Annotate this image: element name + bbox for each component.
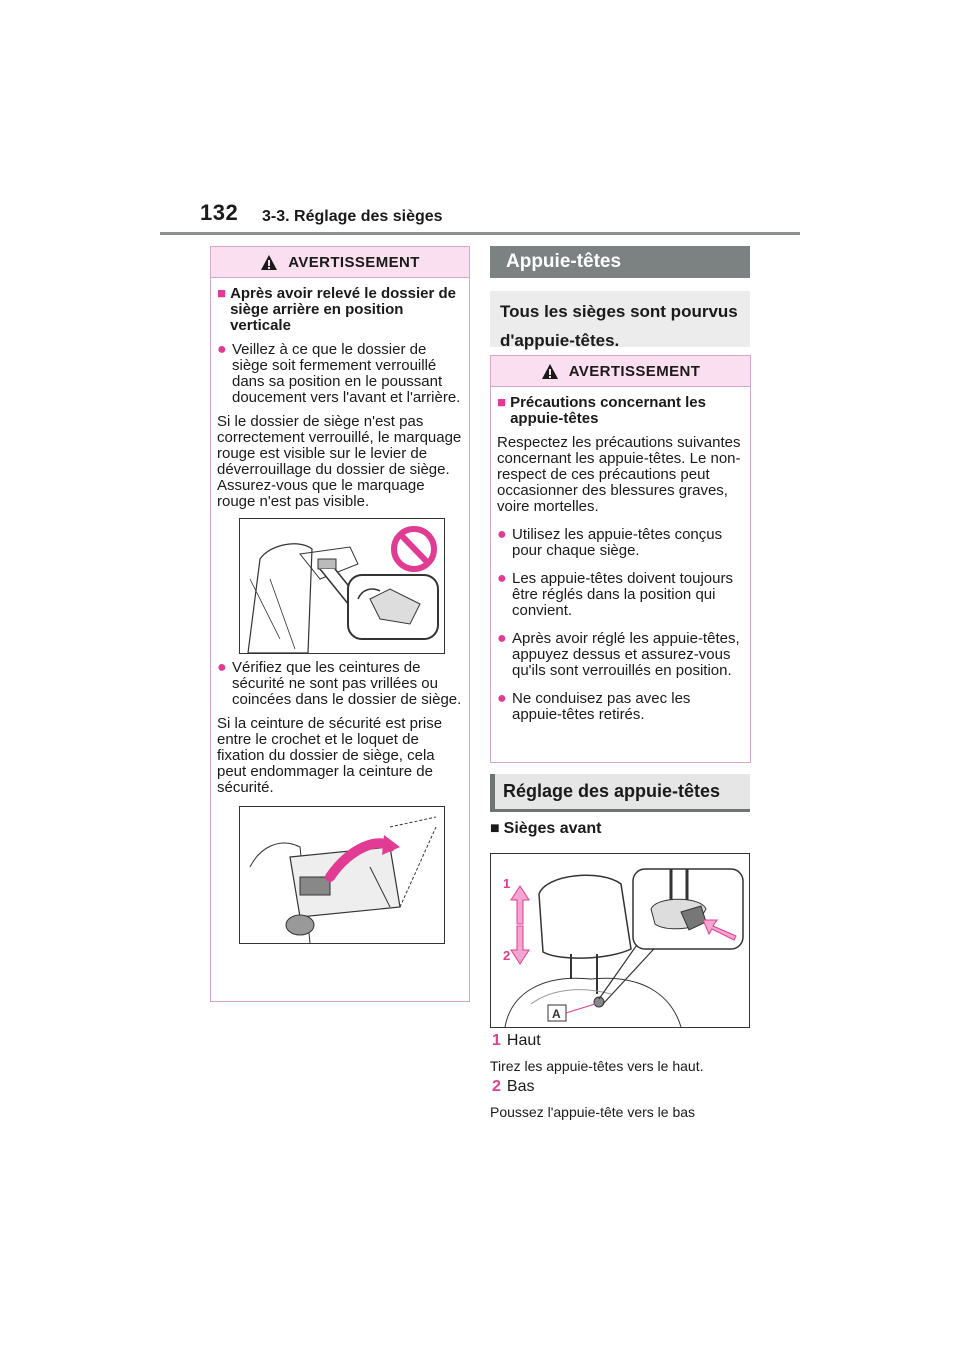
step-label: Haut bbox=[506, 1032, 541, 1049]
bullet-item bbox=[497, 571, 744, 619]
warning-paragraph: Respectez les précautions suivantes concernant les appuie-têtes. Le non-respect de ces précautions peut occasionner des blessures graves, voire mortelles. bbox=[497, 434, 741, 515]
bullet-text: Utilisez les appuie-têtes conçus pour chaque siège. bbox=[512, 526, 723, 559]
front-seats-heading bbox=[490, 820, 602, 838]
step-1-description: Tirez les appuie-têtes vers le haut. bbox=[490, 1058, 704, 1074]
headrest-section-title: Appuie-têtes bbox=[490, 246, 750, 278]
seat-lever-drawing bbox=[240, 519, 444, 653]
warning-heading: AVERTISSEMENT bbox=[568, 362, 701, 380]
warning-paragraph: Si le dossier de siège n'est pas correctement verrouillé, le marquage rouge est visible sur le levier de déverrouillage du dossier de siège. Assurez-vous que le marquage rouge n'est pas visible. bbox=[217, 413, 462, 510]
bullet-text: Vérifiez que les ceintures de sécurité ne sont pas vrillées ou coincées dans le dossier de siège. bbox=[232, 659, 462, 708]
square-bullet-icon: ■ bbox=[217, 285, 227, 302]
seat-lever-illustration bbox=[239, 518, 445, 654]
step-2-description: Poussez l'appuie-tête vers le bas bbox=[490, 1104, 696, 1120]
warning-heading: AVERTISSEMENT bbox=[288, 253, 420, 271]
bullet-text: Veillez à ce que le dossier de siège soit fermement verrouillé dans sa position en le poussant doucement vers l'avant et l'arrière. bbox=[232, 341, 461, 406]
seatbelt-drawing bbox=[240, 807, 444, 943]
bullet-text: Les appuie-têtes doivent toujours être réglés dans la position qui convient. bbox=[512, 570, 733, 619]
bullet-item bbox=[497, 527, 744, 559]
header-rule bbox=[160, 232, 800, 235]
headrest-drawing bbox=[491, 854, 749, 1027]
bullet-text: Après avoir réglé les appuie-têtes, appuyez dessus et assurez-vous qu'ils sont verrouillés en position. bbox=[512, 630, 740, 679]
bullet-dot-icon: ● bbox=[217, 341, 227, 358]
bullet-item bbox=[217, 342, 463, 406]
label-a: A bbox=[552, 1007, 561, 1021]
bullet-text: Ne conduisez pas avec les appuie-têtes retirés. bbox=[512, 690, 691, 723]
label-2: 2 bbox=[503, 948, 511, 963]
bullet-item bbox=[217, 660, 463, 708]
step-label: Bas bbox=[506, 1078, 535, 1095]
bullet-item bbox=[497, 691, 744, 723]
intro-box: Tous les sièges sont pourvus d'appuie-têtes. bbox=[490, 291, 750, 347]
bullet-dot-icon: ● bbox=[497, 630, 507, 647]
step-number: 1 bbox=[492, 1032, 501, 1049]
warning-header bbox=[491, 356, 750, 387]
warning-title-text: Précautions concernant les appuie-têtes bbox=[510, 394, 706, 427]
label-1: 1 bbox=[503, 876, 511, 891]
adjust-section-title: Réglage des appuie-têtes bbox=[490, 774, 750, 812]
left-warning-box bbox=[210, 246, 470, 1002]
bullet-dot-icon: ● bbox=[497, 690, 507, 707]
warning-paragraph: Si la ceinture de sécurité est prise entre le crochet et le loquet de fixation du dossier de siège, cela peut endommager la ceinture de sécurité. bbox=[217, 715, 443, 796]
warning-header bbox=[211, 247, 469, 278]
step-2 bbox=[492, 1078, 534, 1096]
step-number: 2 bbox=[492, 1078, 501, 1095]
warning-icon bbox=[541, 363, 559, 380]
warning-title-text: Après avoir relevé le dossier de siège arrière en position verticale bbox=[230, 285, 457, 334]
step-1 bbox=[492, 1032, 541, 1050]
square-bullet-icon: ■ bbox=[497, 394, 507, 411]
square-bullet-icon: ■ bbox=[490, 820, 500, 837]
page-number: 132 bbox=[200, 200, 239, 225]
section-title: 3-3. Réglage des sièges bbox=[262, 208, 443, 225]
warning-title bbox=[217, 286, 463, 334]
warning-icon bbox=[260, 254, 278, 271]
bullet-dot-icon: ● bbox=[217, 659, 227, 676]
bullet-dot-icon: ● bbox=[497, 570, 507, 587]
seatbelt-illustration bbox=[239, 806, 445, 944]
bullet-dot-icon: ● bbox=[497, 526, 507, 543]
front-seats-text: Sièges avant bbox=[503, 820, 602, 837]
warning-title bbox=[497, 395, 744, 427]
headrest-illustration bbox=[490, 853, 750, 1028]
bullet-item bbox=[497, 631, 744, 679]
headrest-warning-box bbox=[490, 355, 751, 763]
